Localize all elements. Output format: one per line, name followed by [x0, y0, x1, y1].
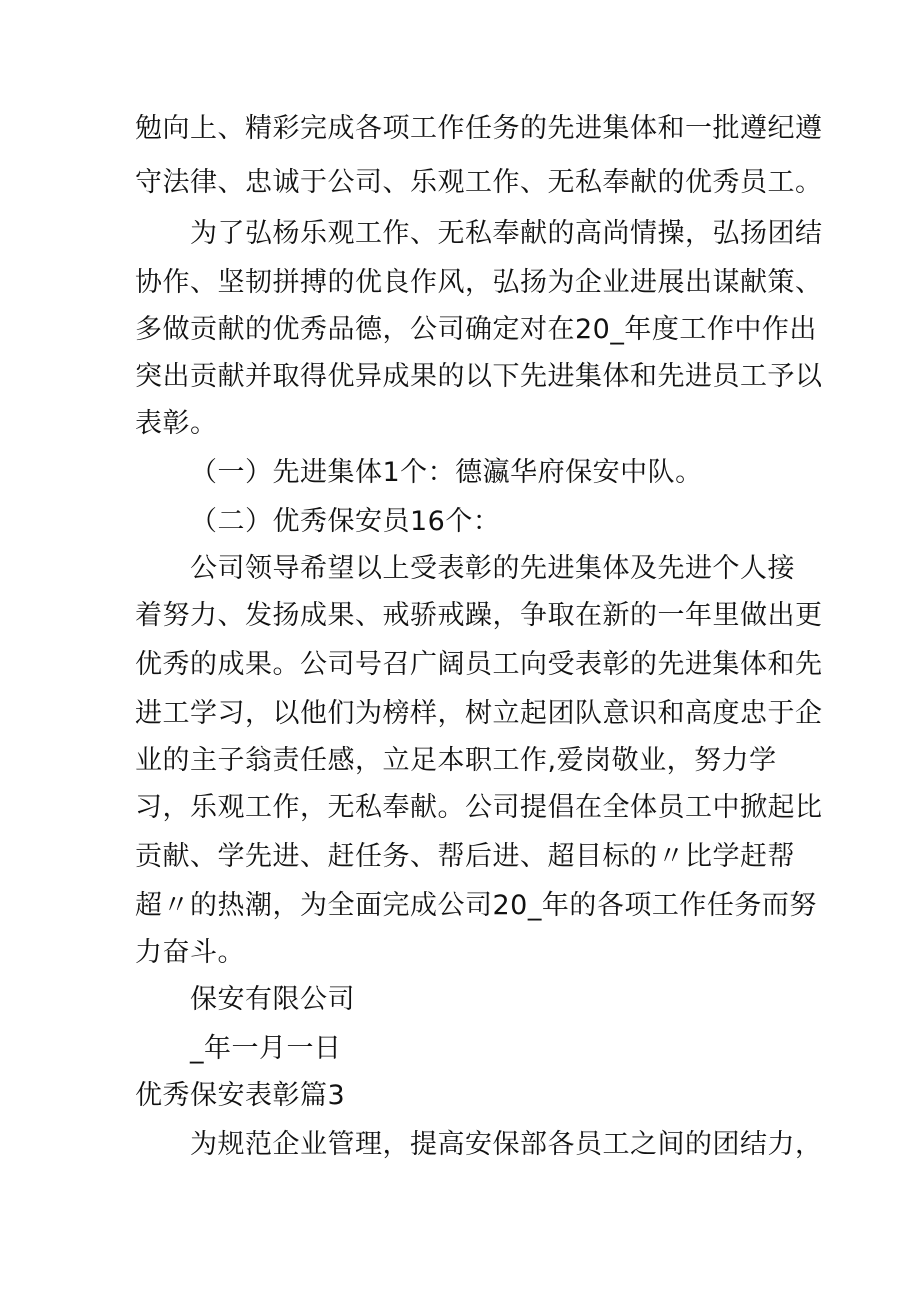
paragraph-line: 业的主子翁责任感，立足本职工作,爱岗敬业，努力学: [135, 745, 777, 776]
paragraph-line: 为规范企业管理，提高安保部各员工之间的团结力，: [190, 1129, 823, 1160]
signature-company: 保安有限公司: [190, 984, 355, 1015]
paragraph-line: 超〃的热潮，为全面完成公司20_年的各项工作任务而努: [135, 890, 817, 921]
paragraph-line: 表彰。: [135, 408, 218, 439]
paragraph-line: 突出贡献并取得优异成果的以下先进集体和先进员工予以: [135, 361, 823, 392]
paragraph-line: 着努力、发扬成果、戒骄戒躁，争取在新的一年里做出更: [135, 600, 823, 631]
paragraph-line: 力奋斗。: [135, 937, 245, 968]
paragraph-line: 为了弘杨乐观工作、无私奉献的高尚情操，弘扬团结: [190, 218, 823, 249]
section-item-excellent-guards: （二）优秀保安员16个：: [190, 506, 501, 537]
paragraph-line: 习，乐观工作，无私奉献。公司提倡在全体员工中掀起比: [135, 792, 823, 823]
paragraph-line: 守法律、忠诚于公司、乐观工作、无私奉献的优秀员工。: [135, 167, 823, 198]
signature-date: _年一月一日: [190, 1033, 342, 1064]
paragraph-line: 公司领导希望以上受表彰的先进集体及先进个人接: [190, 553, 795, 584]
paragraph-line: 优秀的成果。公司号召广阔员工向受表彰的先进集体和先: [135, 649, 823, 680]
paragraph-line: 勉向上、精彩完成各项工作任务的先进集体和一批遵纪遵: [135, 113, 823, 144]
paragraph-line: 贡献、学先进、赶任务、帮后进、超目标的〃比学赶帮: [135, 841, 795, 872]
paragraph-line: 多做贡献的优秀品德，公司确定对在20_年度工作中作出: [135, 314, 817, 345]
paragraph-line: 协作、坚韧拼搏的优良作风，弘扬为企业进展出谋献策、: [135, 267, 823, 298]
section-heading: 优秀保安表彰篇3: [135, 1080, 346, 1111]
section-item-advanced-team: （一）先进集体1个：德瀛华府保安中队。: [190, 457, 703, 488]
paragraph-line: 进工学习，以他们为榜样，树立起团队意识和高度忠于企: [135, 698, 823, 729]
